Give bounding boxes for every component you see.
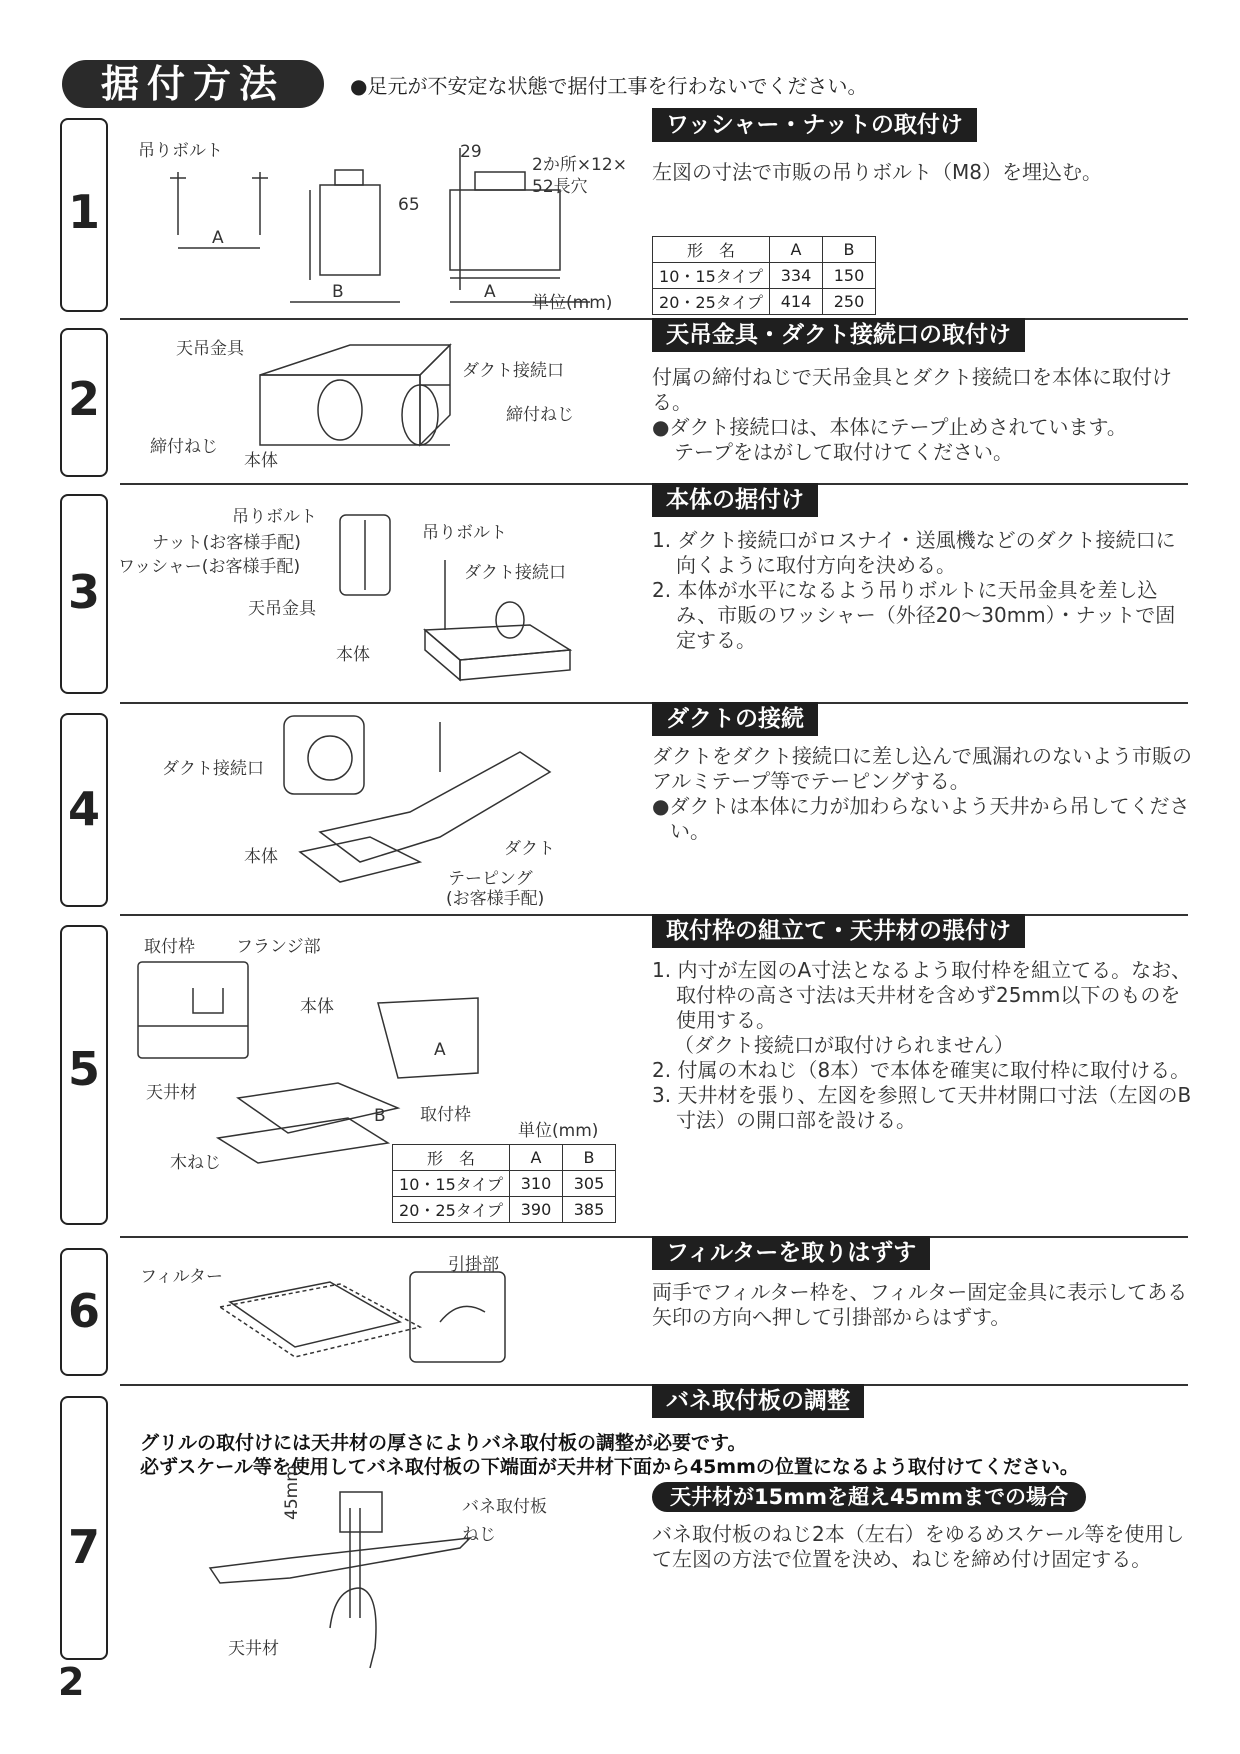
step-7-note-2: 必ずスケール等を使用してバネ取付板の下端面が天井材下面から45mmの位置になるよう取付けてください。 [140,1456,1079,1478]
table-cell: 414 [770,289,823,315]
table-row [653,263,876,289]
table-header: B [823,237,876,263]
step-2-number: 2 [67,372,100,426]
step-3-label-body: 本体 [336,645,370,665]
step-5-label-body: 本体 [300,997,334,1017]
step-5-item-2: 2. 付属の木ねじ（8本）で本体を確実に取付枠に取付ける。 [652,1058,1191,1082]
step-1-text: 左図の寸法で市販の吊りボルト（M8）を埋込む。 [652,160,1102,184]
step-5-body [652,958,1192,1133]
step-2-text: 付属の締付ねじで天吊金具とダクト接続口を本体に取付ける。 [652,365,1172,414]
step-3-body [652,528,1192,653]
step-1-unit: 単位(mm) [532,293,613,313]
table-row [393,1171,616,1197]
step-3-item-2: 2. 本体が水平になるよう吊りボルトに天吊金具を差し込み、市販のワッシャー（外径20〜30mm）・ナットで固定する。 [652,578,1176,652]
step-3-label-bolt-2: 吊りボルト [422,523,507,543]
table-cell: 334 [770,263,823,289]
step-5-item-1-note: （ダクト接続口が取付けられません） [674,1033,1014,1057]
table-header: B [563,1145,616,1171]
step-2-note: ●ダクト接続口は、本体にテープ止めされています。 [652,415,1127,439]
table-cell: 20・25タイプ [653,289,770,315]
step-7-text: バネ取付板のねじ2本（左右）をゆるめスケール等を使用して左図の方法で位置を決め、ねじを締め付け固定する。 [652,1522,1185,1571]
step-7-note-1: グリルの取付けには天井材の厚さによりバネ取付板の調整が必要です。 [140,1432,747,1454]
step-2-label-bracket: 天吊金具 [176,339,244,359]
step-6-label-filter: フィルター [140,1267,223,1287]
step-2-label-screw-right: 締付ねじ [506,405,574,425]
step-1-number: 1 [67,185,100,239]
table-header: A [510,1145,563,1171]
table-header-row [653,237,876,263]
step-5-title: 取付枠の組立て・天井材の張付け [652,914,1025,948]
step-1-hole-spec: 2か所×12× [532,155,627,175]
page-number: 2 [58,1660,85,1704]
step-5-label-frame: 取付枠 [144,937,195,957]
step-7-dim-45: 45mm [282,1465,302,1520]
step-3-label-nut: ナット(お客様手配) [152,533,301,553]
step-6-text: 両手でフィルター枠を、フィルター固定金具に表示してある矢印の方向へ押して引掛部からはずす。 [652,1280,1188,1329]
step-1-title: ワッシャー・ナットの取付け [652,108,977,142]
step-5-unit: 単位(mm) [518,1121,599,1141]
step-1-label-bolt: 吊りボルト [138,141,223,161]
table-cell: 10・15タイプ [393,1171,510,1197]
table-cell: 390 [510,1197,563,1223]
step-7-label-plate: バネ取付板 [462,1497,547,1517]
section-title: 据付方法 [62,60,324,108]
step-4-diagram [280,712,580,902]
step-3-title: 本体の据付け [652,483,818,517]
step-4-body [652,744,1192,844]
step-1-label-a: A [212,228,224,248]
step-4-number: 4 [67,782,100,836]
step-2-title: 天吊金具・ダクト接続口の取付け [652,318,1025,352]
step-4-label-taping-note: (お客様手配) [446,889,545,909]
table-cell: 10・15タイプ [653,263,770,289]
step-4-label-taping: テーピング [448,869,533,889]
table-header: 形 名 [393,1145,510,1171]
step-5-label-screw: 木ねじ [170,1153,221,1173]
step-5-dim-b: B [374,1106,386,1126]
step-4-label-body: 本体 [244,847,278,867]
step-6-number: 6 [67,1284,100,1338]
step-5-label-flange: フランジ部 [236,937,321,957]
step-5-label-frame-2: 取付枠 [420,1105,471,1125]
step-6-title: フィルターを取りはずす [652,1236,930,1270]
step-2-body [652,365,1192,465]
table-cell: 150 [823,263,876,289]
step-1-dim-29: 29 [460,142,482,162]
table-cell: 20・25タイプ [393,1197,510,1223]
step-1-hole-spec-2: 52長穴 [532,177,588,197]
step-7-label-screw: ねじ [462,1525,496,1545]
step-5-item-1: 1. 内寸が左図のA寸法となるよう取付枠を組立てる。なお、取付枠の高さ寸法は天井材を含めず25mm以下のものを使用する。 [652,958,1192,1032]
step-7-label-ceiling: 天井材 [228,1639,279,1659]
table-cell: 385 [563,1197,616,1223]
table-cell: 310 [510,1171,563,1197]
step-5-label-ceiling: 天井材 [146,1083,197,1103]
step-6-label-hook: 引掛部 [448,1255,499,1275]
step-4-label-duct: ダクト [504,839,555,859]
step-6-body [652,1280,1192,1330]
step-2-label-duct: ダクト接続口 [462,361,564,381]
step-5-spec-table [392,1144,616,1223]
step-2-label-screw-left: 締付ねじ [150,437,218,457]
step-3-label-bracket: 天吊金具 [248,599,316,619]
table-cell: 305 [563,1171,616,1197]
step-3-item-1: 1. ダクト接続口がロスナイ・送風機などのダクト接続口に向くように取付方向を決める。 [652,528,1176,577]
table-row [653,289,876,315]
step-1-label-b: B [332,282,344,302]
step-7-number: 7 [67,1520,100,1574]
step-1-dim-65: 65 [398,195,420,215]
step-7-subtitle: 天井材が15mmを超え45mmまでの場合 [652,1482,1086,1512]
step-5-item-3: 3. 天井材を張り、左図を参照して天井材開口寸法（左図のB寸法）の開口部を設ける。 [652,1083,1192,1132]
step-3-label-duct: ダクト接続口 [464,563,566,583]
step-7-body [652,1522,1192,1572]
step-4-note: ●ダクトは本体に力が加わらないよう天井から吊してください。 [652,794,1190,843]
step-2-label-body: 本体 [244,451,278,471]
step-4-label-duct-port: ダクト接続口 [162,759,264,779]
safety-warning: ●足元が不安定な状態で据付工事を行わないでください。 [350,74,868,98]
step-5-diagram [138,958,478,1168]
step-3-number: 3 [67,565,100,619]
step-1-label-a2: A [484,282,496,302]
step-3-label-bolt: 吊りボルト [232,507,317,527]
step-1-body [652,160,1192,185]
step-1-spec-table [652,236,876,315]
step-5-dim-a: A [434,1040,446,1060]
step-3-label-washer: ワッシャー(お客様手配) [118,557,301,577]
table-row [393,1197,616,1223]
step-5-number: 5 [67,1042,100,1096]
table-header: 形 名 [653,237,770,263]
table-header: A [770,237,823,263]
step-7-title: バネ取付板の調整 [652,1384,864,1418]
table-header-row [393,1145,616,1171]
table-cell: 250 [823,289,876,315]
step-4-title: ダクトの接続 [652,702,818,736]
step-2-note-cont: テープをはがして取付けてください。 [674,440,1013,464]
step-4-text: ダクトをダクト接続口に差し込んで風漏れのないよう市販のアルミテープ等でテーピングする。 [652,744,1192,793]
step-6-diagram [200,1262,510,1372]
